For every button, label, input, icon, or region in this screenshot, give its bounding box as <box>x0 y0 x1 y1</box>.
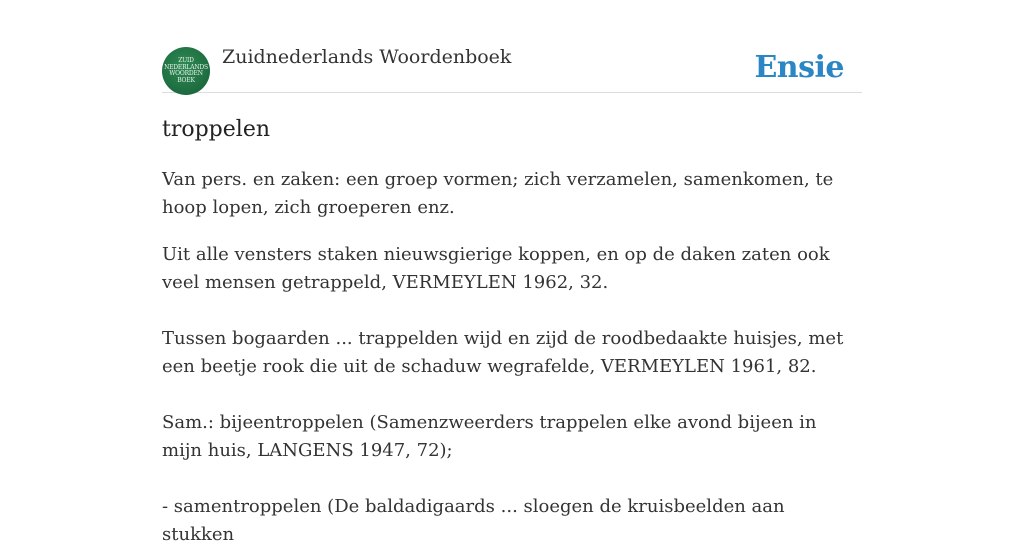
dictionary-logo[interactable] <box>162 47 210 95</box>
logo-line: WOORDEN <box>169 70 203 77</box>
logo-line: BOEK <box>177 76 195 84</box>
entry-example: Tussen bogaarden ... trappelden wijd en zijd de roodbedaakte huisjes, met een beetje rook die uit de schaduw wegrafelde, VERMEYLEN 1961, 82. <box>162 328 844 377</box>
ensie-brand-logo[interactable]: Ensie <box>754 50 844 85</box>
site-header <box>162 0 862 93</box>
entry-headword: troppelen <box>162 117 271 142</box>
entry-example: Sam.: bijeentroppelen (Samenzweerders trappelen elke avond bijeen in mijn huis, LANGENS 1947, 72); <box>162 412 817 461</box>
entry-example: - samentroppelen (De baldadigaards ... sloegen de kruisbeelden aan stukken <box>162 496 785 545</box>
entry-definition: Van pers. en zaken: een groep vormen; zich verzamelen, samenkomen, te hoop lopen, zich groeperen enz. <box>162 169 834 218</box>
logo-line: NEDERLANDS <box>164 63 208 71</box>
page <box>162 0 862 549</box>
dictionary-title-link[interactable]: Zuidnederlands Woordenboek <box>222 46 512 68</box>
entry-example: Uit alle vensters staken nieuwsgierige koppen, en op de daken zaten ook veel mensen getrappeld, VERMEYLEN 1962, 32. <box>162 244 830 293</box>
logo-line: ZUID <box>178 57 194 64</box>
